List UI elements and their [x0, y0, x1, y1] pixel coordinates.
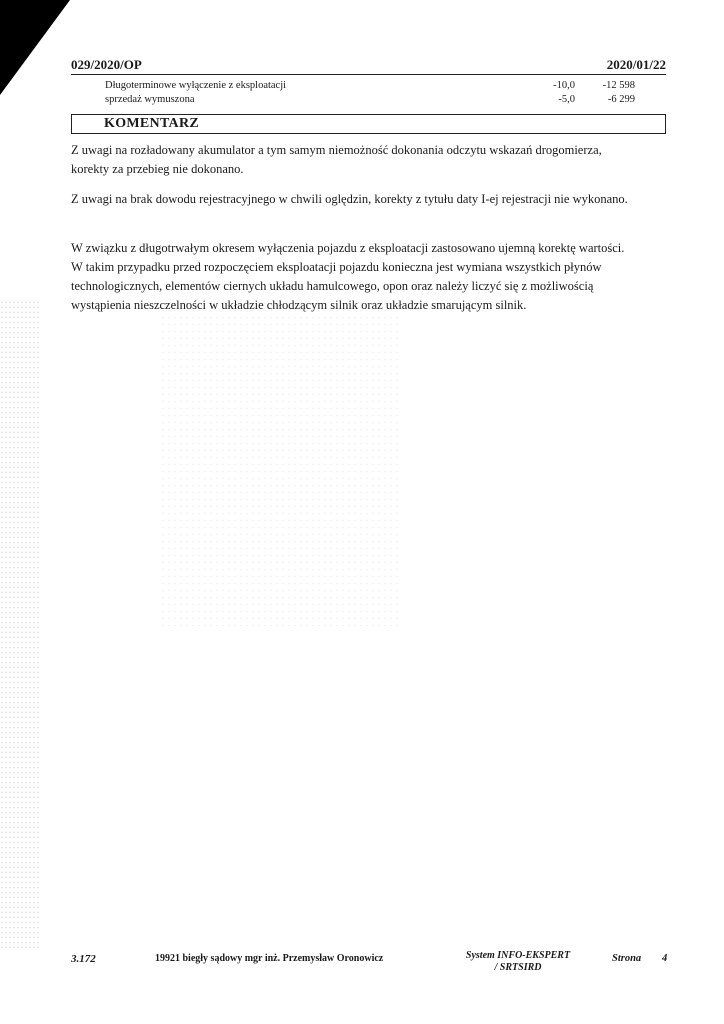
scan-noise-left — [0, 300, 40, 950]
row-label: sprzedaż wymuszona — [105, 94, 195, 105]
document-number: 029/2020/OP — [71, 57, 142, 72]
comment-paragraph: Z uwagi na rozładowany akumulator a tym samym niemożność dokonania odczytu wskazań drogomierza, korekty za przebieg nie dokonano. — [71, 143, 602, 176]
komentarz-section-header — [71, 114, 666, 134]
comment-paragraph: Z uwagi na brak dowodu rejestracyjnego w chwili oględzin, korekty z tytułu daty I-ej rejestracji nie wykonano. — [71, 192, 628, 206]
document-date: 2020/01/22 — [606, 57, 666, 72]
section-title: KOMENTARZ — [104, 116, 199, 131]
table-row — [105, 94, 666, 108]
footer-page-label: Strona — [612, 953, 642, 964]
row-label: Długoterminowe wyłączenie z eksploatacji — [105, 80, 287, 91]
row-amount: -12 598 — [602, 80, 635, 91]
footer-system-line2: / SRTSIRD — [494, 962, 542, 973]
footer-page-number: 4 — [662, 953, 668, 964]
scan-noise-center — [160, 300, 400, 630]
footer-system-line1: System INFO-EKSPERT — [465, 950, 571, 961]
correction-table — [71, 78, 666, 112]
scan-corner-shadow — [0, 0, 70, 95]
table-row — [105, 80, 666, 94]
row-percent: -5,0 — [558, 94, 575, 105]
comment-paragraph: W związku z długotrwałym okresem wyłączenia pojazdu z eksploatacji zastosowano ujemną korektę wartości. W takim przypadku przed rozpoczęciem eksploatacji pojazdu konieczna jest wymiana wszystkich płynów technologicznych, elementów ciernych układu hamulcowego, opon oraz należy liczyć się z możliwością wystąpienia nieszczelności w układzie chłodzącym silnik oraz układzie smarującym silnik. — [71, 241, 625, 312]
header-divider — [71, 74, 666, 75]
row-percent: -10,0 — [553, 80, 575, 91]
footer-system — [458, 950, 578, 974]
row-amount: -6 299 — [607, 94, 635, 105]
footer-code: 3.172 — [71, 953, 96, 965]
footer-author: 19921 biegły sądowy mgr inż. Przemysław Oronowicz — [155, 953, 384, 964]
